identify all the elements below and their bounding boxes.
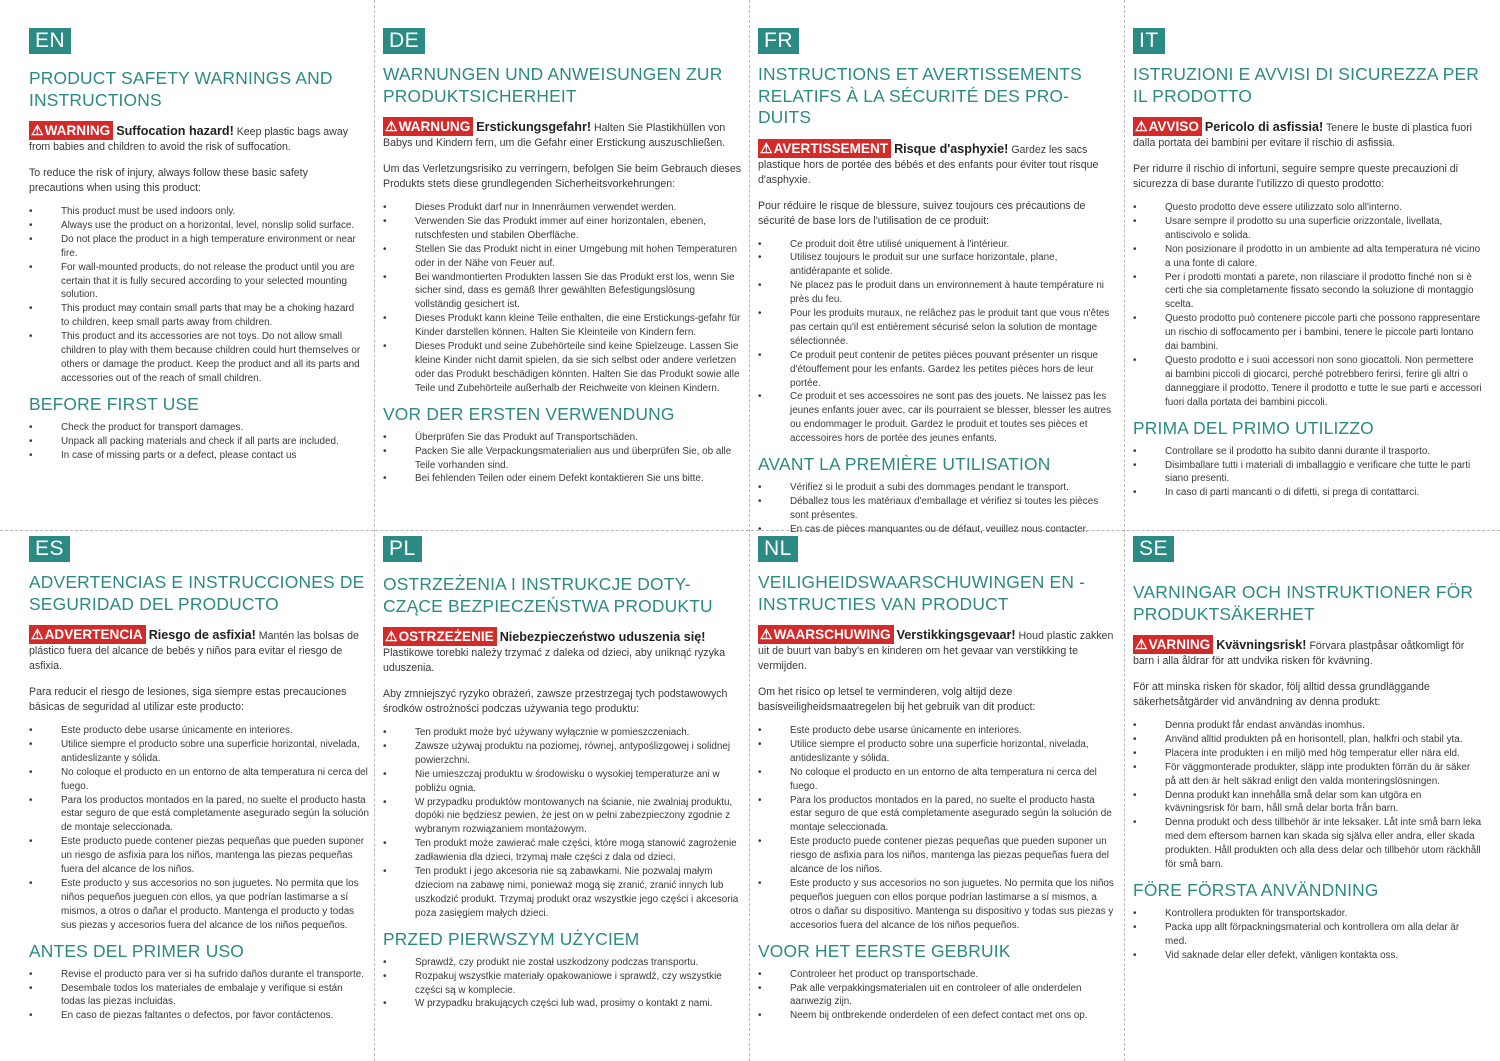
list-item: • Ce produit et ses accessoires ne sont pas des jouets. Ne laissez pas les jeunes enfants jouer avec, car ils pourraient se blesser, blesser les autres ou endommager le produit. Gardez le produit et toutes ses pièces et accessoires hors de portée des jeunes enfants.: [758, 390, 1118, 446]
list-item: • Ten produkt może zawierać małe części, które mogą stanowić zagrożenie zadławienia dla dzieci, trzymaj małe części z dala od dzieci.: [383, 837, 743, 865]
list-item: • Utilice siempre el producto sobre una superficie horizontal, nivelada, antideslizante y sólida.: [758, 738, 1118, 766]
warning-text: Förvara plastpåsar oåtkomligt för barn i alla åldrar för att undvika risken för kvävning.: [1133, 640, 1465, 667]
section-title: PRODUCT SAFETY WARNINGS AND INSTRUCTIONS: [29, 68, 333, 110]
hazard-heading: Erstickungsgefahr!: [476, 120, 592, 134]
first-use-list: [383, 956, 743, 1012]
precautions-intro: Aby zmniejszyć ryzyko obrażeń, zawsze przestrzegaj tych podstawowych środków ostrożności podczas używania tego produktu:: [383, 688, 728, 715]
language-panel-se: [1133, 536, 1483, 1056]
list-item: • Este producto puede contener piezas pequeñas que pueden suponer un riesgo de asfixia para los niños, mantenga las piezas pequeñas fuera del alcance de los niños.: [758, 835, 1118, 877]
precautions-list: [1133, 201, 1483, 410]
first-use-list: [1133, 907, 1483, 963]
list-item: • Dieses Produkt kann kleine Teile enthalten, die eine Erstickungs-gefahr für Kinder darstellen können. Halten Sie Kleinteile von Kindern fern.: [383, 312, 743, 340]
list-item: • Stellen Sie das Produkt nicht in einer Umgebung mit hohen Temperaturen oder in der Nähe von Feuer auf.: [383, 243, 743, 271]
first-use-title: AVANT LA PREMIÈRE UTILISATION: [758, 454, 1051, 475]
precautions-intro: Para reducir el riesgo de lesiones, siga siempre estas precauciones básicas de seguridad al utilizar este producto:: [29, 686, 347, 713]
warning-badge-label: ADVERTENCIA: [44, 627, 143, 642]
list-item: • This product may contain small parts that may be a choking hazard to children, keep small parts away from children.: [29, 302, 364, 330]
list-item: • Neem bij ontbrekende onderdelen of een defect contact met ons op.: [758, 1009, 1118, 1023]
warning-text: Halten Sie Plastikhüllen von Babys und Kindern fern, um die Gefahr einer Erstickung auszuschließen.: [383, 122, 726, 149]
precautions-list: [758, 238, 1118, 447]
list-item: • Revise el producto para ver si ha sufrido daños durante el transporte.: [29, 968, 369, 982]
warning-badge-label: WAARSCHUWING: [773, 627, 891, 642]
warning-block: [1133, 117, 1483, 151]
language-code-badge: NL: [758, 536, 798, 562]
list-item: • Este producto debe usarse únicamente en interiores.: [29, 724, 369, 738]
warning-badge: [29, 121, 113, 140]
hazard-heading: Riesgo de asfixia!: [148, 628, 256, 642]
precautions-list: [758, 724, 1118, 933]
list-item: • Packa upp allt förpackningsmaterial och kontrollera om alla delar är med.: [1133, 921, 1483, 949]
list-item: • Déballez tous les matériaux d'emballage et vérifiez si toutes les pièces sont présentes.: [758, 495, 1118, 523]
warning-badge: [1133, 635, 1213, 654]
list-item: • Ne placez pas le produit dans un environnement à haute température ni près du feu.: [758, 279, 1118, 307]
list-item: • Bei wandmontierten Produkten lassen Sie das Produkt erst los, wenn Sie sicher sind, dass es gemäß Ihrer gewählten Befestigungslösung vollständig gesichert ist.: [383, 271, 743, 313]
first-use-title: VOR DER ERSTEN VERWENDUNG: [383, 403, 675, 424]
list-item: • Dieses Produkt und seine Zubehörteile sind keine Spielzeuge. Lassen Sie kleine Kinder nicht damit spielen, da sie sich selbst oder andere verletzen oder das Produkt beschädigen könnten. Halten Sie das Produkt sowie alle Teile und Zubehörteile außerhalb der Reichweite von kleinen Kindern.: [383, 340, 743, 396]
hazard-heading: Kvävningsrisk!: [1216, 638, 1307, 652]
section-title: VARNINGAR OCH INSTRUKTIONER FÖR PRODUKTSÄKERHET: [1133, 582, 1474, 624]
list-item: • Controllare se il prodotto ha subito danni durante il trasporto.: [1133, 445, 1483, 459]
list-item: • Vérifiez si le produit a subi des dommages pendant le transport.: [758, 481, 1118, 495]
section-title: OSTRZEŻENIA I INSTRUKCJE DOTY-CZĄCE BEZPIECZEŃSTWA PRODUKTU: [383, 574, 713, 616]
list-item: • Ce produit peut contenir de petites pièces pouvant présenter un risque d'étouffement pour les enfants. Gardez les petites pièces hors de leur portée.: [758, 349, 1118, 391]
list-item: • W przypadku brakujących części lub wad, prosimy o kontakt z nami.: [383, 997, 743, 1011]
list-item: • Rozpakuj wszystkie materiały opakowaniowe i sprawdź, czy wszystkie części są w komplecie.: [383, 970, 743, 998]
warning-badge-label: AVVISO: [1148, 119, 1199, 134]
first-use-list: [29, 968, 369, 1024]
warning-badge: [29, 625, 146, 644]
list-item: • Para los productos montados en la pared, no suelte el producto hasta estar seguro de que está completamente asegurado según la solución de montaje seleccionada.: [758, 794, 1118, 836]
list-item: • Non posizionare il prodotto in un ambiente ad alta temperatura né vicino a una fonte di calore.: [1133, 243, 1483, 271]
list-item: • Este producto puede contener piezas pequeñas que pueden suponer un riesgo de asfixia para los niños, mantenga las piezas pequeñas fuera del alcance de los niños.: [29, 835, 369, 877]
warning-badge: [758, 625, 894, 644]
section-title: VEILIGHEIDSWAARSCHUWINGEN EN -INSTRUCTIES VAN PRODUCT: [758, 572, 1086, 614]
list-item: • En caso de piezas faltantes o defectos, por favor contáctenos.: [29, 1009, 369, 1023]
list-item: • Pour les produits muraux, ne relâchez pas le produit tant que vous n'êtes pas certain qu'il est entièrement sécurisé selon la solution de montage sélectionnée.: [758, 307, 1118, 349]
list-item: • Utilisez toujours le produit sur une surface horizontale, plane, antidérapante et solide.: [758, 251, 1118, 279]
hazard-heading: Risque d'asphyxie!: [894, 141, 1009, 156]
list-item: • Denna produkt och dess tillbehör är inte leksaker. Låt inte små barn leka med dem eftersom barnen kan skada sig själva eller andra, eller skada produkten. Håll produkten och alla dess delar och tillbehör utom räckhåll för små barn.: [1133, 816, 1483, 872]
first-use-list: [758, 968, 1118, 1024]
warning-triangle-icon: ⚠: [1135, 636, 1148, 652]
precautions-intro: Per ridurre il rischio di infortuni, seguire sempre queste precauzioni di sicurezza di base durante l'utilizzo di questo prodotto:: [1133, 163, 1459, 190]
precautions-intro: Om het risico op letsel te verminderen, volg altijd deze basisveiligheidsmaatregelen bij het gebruik van dit product:: [758, 686, 1036, 713]
hazard-heading: Niebezpieczeństwo uduszenia się!: [499, 630, 706, 644]
list-item: • W przypadku produktów montowanych na ścianie, nie zwalniaj produktu, dopóki nie będziesz pewien, że jest on w pełni zabezpieczony zgodnie z wybranym rozwiązaniem montażowym.: [383, 796, 743, 838]
warning-badge: [383, 627, 497, 646]
list-item: • Denna produkt får endast användas inomhus.: [1133, 719, 1483, 733]
first-use-list: [758, 481, 1118, 537]
list-item: • In case of missing parts or a defect, please contact us: [29, 449, 364, 463]
list-item: • Usare sempre il prodotto su una superficie orizzontale, livellata, antiscivolo e solida.: [1133, 215, 1483, 243]
list-item: • Este producto debe usarse únicamente en interiores.: [758, 724, 1118, 738]
list-item: • This product and its accessories are not toys. Do not allow small children to play with them because children could hurt themselves or others or damage the product. Keep the product and all its parts and accessories out of the reach of small children.: [29, 330, 364, 386]
section-title: WARNUNGEN UND ANWEISUNGEN ZUR PRODUKTSICHERHEIT: [383, 64, 723, 106]
precautions-list: [383, 201, 743, 396]
list-item: • Este producto y sus accesorios no son juguetes. No permita que los niños pequeños jueguen con ellos, ya que podrían lastimarse a sí mismos, a otros o dañar el producto. Mantenga el producto y todas sus piezas y accesorios fuera del alcance de los niños pequeños.: [29, 877, 369, 933]
list-item: • Nie umieszczaj produktu w środowisku o wysokiej temperaturze ani w pobliżu ognia.: [383, 768, 743, 796]
language-code-badge: ES: [29, 536, 70, 562]
warning-badge: [758, 139, 891, 158]
warning-triangle-icon: ⚠: [31, 122, 44, 138]
list-item: • Packen Sie alle Verpackungsmaterialien aus und überprüfen Sie, ob alle Teile vorhanden sind.: [383, 445, 743, 473]
list-item: • Per i prodotti montati a parete, non rilasciare il prodotto finché non si è certi che sia completamente fissato secondo la soluzione di montaggio scelta.: [1133, 271, 1483, 313]
first-use-list: [29, 421, 364, 463]
warning-block: [383, 627, 743, 676]
warning-text: Plastikowe torebki należy trzymać z daleka od dzieci, aby uniknąć ryzyka uduszenia.: [383, 647, 726, 674]
list-item: • This product must be used indoors only.: [29, 205, 364, 219]
warning-triangle-icon: ⚠: [760, 139, 773, 156]
section-title: ISTRUZIONI E AVVISI DI SICUREZZA PER IL PRODOTTO: [1133, 64, 1480, 106]
warning-badge-label: AVERTISSEMENT: [773, 140, 889, 156]
list-item: • Controleer het product op transportschade.: [758, 968, 1118, 982]
row-divider: [0, 530, 1500, 531]
warning-text: Gardez les sacs plastique hors de portée des bébés et des enfants pour éviter tout risque d'asphyxie.: [758, 143, 1099, 186]
list-item: • För väggmonterade produkter, släpp inte produkten förrän du är säker på att den är helt säkrad enligt den valda monteringslösningen.: [1133, 761, 1483, 789]
section-title: INSTRUCTIONS ET AVERTISSEMENTS RELATIFS À LA SÉCURITÉ DES PRO-DUITS: [758, 64, 1082, 127]
list-item: • Ce produit doit être utilisé uniquement à l'intérieur.: [758, 238, 1118, 252]
list-item: • Unpack all packing materials and check if all parts are included.: [29, 435, 364, 449]
language-panel-nl: [758, 536, 1118, 1056]
precautions-intro: To reduce the risk of injury, always follow these basic safety precautions when using this product:: [29, 167, 308, 194]
first-use-title: PRIMA DEL PRIMO UTILIZZO: [1133, 417, 1374, 438]
list-item: • Placera inte produkten i en miljö med hög temperatur eller nära eld.: [1133, 747, 1483, 761]
language-code-badge: SE: [1133, 536, 1174, 562]
warning-text: Tenere le buste di plastica fuori dalla portata dei bambini per evitare il rischio di asfissia.: [1133, 122, 1472, 149]
precautions-list: [1133, 719, 1483, 872]
warning-block: [383, 117, 743, 151]
warning-badge: [1133, 117, 1202, 136]
language-code-badge: IT: [1133, 28, 1165, 54]
precautions-intro: Um das Verletzungsrisiko zu verringern, befolgen Sie beim Gebrauch dieses Produkts stets diese grundlegenden Sicherheitsvorkehrungen:: [383, 163, 742, 190]
hazard-heading: Pericolo di asfissia!: [1204, 120, 1324, 134]
list-item: • Überprüfen Sie das Produkt auf Transportschäden.: [383, 431, 743, 445]
list-item: • Zawsze używaj produktu na poziomej, równej, antypoślizgowej i solidnej powierzchni.: [383, 740, 743, 768]
list-item: • For wall-mounted products, do not release the product until you are certain that it is fully secured according to your selected mounting solution.: [29, 261, 364, 303]
language-panel-de: [383, 28, 743, 528]
warning-text: Keep plastic bags away from babies and children to avoid the risk of suffocation.: [29, 126, 349, 153]
language-panel-pl: [383, 536, 743, 1056]
precautions-intro: Pour réduire le risque de blessure, suivez toujours ces précautions de sécurité de base lors de l'utilisation de ce produit:: [758, 199, 1086, 227]
warning-badge-label: VARNING: [1148, 637, 1211, 652]
list-item: • Do not place the product in a high temperature environment or near fire.: [29, 233, 364, 261]
precautions-list: [29, 205, 364, 386]
warning-triangle-icon: ⚠: [385, 628, 398, 644]
precautions-intro: För att minska risken för skador, följ alltid dessa grundläggande säkerhetsåtgärder vid användning av denna produkt:: [1133, 681, 1430, 708]
warning-badge: [383, 117, 473, 136]
list-item: • En cas de pièces manquantes ou de défaut, veuillez nous contacter.: [758, 523, 1118, 537]
list-item: • Check the product for transport damages.: [29, 421, 364, 435]
language-panel-en: [29, 28, 364, 528]
precautions-list: [383, 726, 743, 921]
list-item: • Använd alltid produkten på en horisontell, plan, halkfri och stabil yta.: [1133, 733, 1483, 747]
language-code-badge: DE: [383, 28, 425, 54]
warning-triangle-icon: ⚠: [385, 118, 398, 134]
warning-triangle-icon: ⚠: [760, 626, 773, 642]
first-use-list: [1133, 445, 1483, 501]
first-use-title: FÖRE FÖRSTA ANVÄNDNING: [1133, 879, 1379, 900]
list-item: • Bei fehlenden Teilen oder einem Defekt kontaktieren Sie uns bitte.: [383, 472, 743, 486]
warning-text: Mantén las bolsas de plástico fuera del alcance de bebés y niños para evitar el riesgo de asfixia.: [29, 630, 359, 672]
list-item: • Verwenden Sie das Produkt immer auf einer horizontalen, ebenen, rutschfesten und stabilen Oberfläche.: [383, 215, 743, 243]
list-item: • Kontrollera produkten för transportskador.: [1133, 907, 1483, 921]
warning-text: Houd plastic zakken uit de buurt van baby's en kinderen om het gevaar van verstikking te vermijden.: [758, 630, 1114, 672]
list-item: • No coloque el producto en un entorno de alta temperatura ni cerca del fuego.: [758, 766, 1118, 794]
warning-block: [1133, 635, 1483, 669]
section-title: ADVERTENCIAS E INSTRUCCIONES DE SEGURIDAD DEL PRODUCTO: [29, 572, 365, 614]
warning-triangle-icon: ⚠: [31, 626, 44, 642]
list-item: • Disimballare tutti i materiali di imballaggio e verificare che tutte le parti siano presenti.: [1133, 459, 1483, 487]
warning-block: [758, 625, 1118, 674]
warning-badge-label: WARNING: [44, 123, 111, 138]
list-item: • No coloque el producto en un entorno de alta temperatura ni cerca del fuego.: [29, 766, 369, 794]
list-item: • Desembale todos los materiales de embalaje y verifique si están todas las piezas incluidas.: [29, 982, 369, 1010]
warning-block: [29, 121, 364, 155]
warning-block: [758, 139, 1118, 188]
list-item: • Vid saknade delar eller defekt, vänligen kontakta oss.: [1133, 949, 1483, 963]
list-item: • Ten produkt i jego akcesoria nie są zabawkami. Nie pozwalaj małym dzieciom na zabawę nimi, ponieważ mogą się zranić, zranić innych lub uszkodzić produkt. Trzymaj produkt oraz wszystkie jego części i akcesoria poza zasięgiem małych dzieci.: [383, 865, 743, 921]
hazard-heading: Suffocation hazard!: [116, 124, 234, 138]
first-use-title: ANTES DEL PRIMER USO: [29, 940, 244, 961]
list-item: • Questo prodotto e i suoi accessori non sono giocattoli. Non permettere ai bambini piccoli di giocarci, perché potrebbero ferirsi, ferire gli altri o danneggiare il prodotto. Tenere il prodotto e tutte le sue parti e accessori fuori dalla portata dei bambini piccoli.: [1133, 354, 1483, 410]
list-item: • Denna produkt kan innehålla små delar som kan utgöra en kvävningsrisk för barn, håll små delar borta från barn.: [1133, 789, 1483, 817]
first-use-list: [383, 431, 743, 487]
list-item: • In caso di parti mancanti o di difetti, si prega di contattarci.: [1133, 486, 1483, 500]
first-use-title: BEFORE FIRST USE: [29, 393, 200, 414]
first-use-title: VOOR HET EERSTE GEBRUIK: [758, 940, 1011, 961]
precautions-list: [29, 724, 369, 933]
list-item: • Questo prodotto deve essere utilizzato solo all'interno.: [1133, 201, 1483, 215]
list-item: • Questo prodotto può contenere piccole parti che possono rappresentare un rischio di soffocamento per i bambini, tenere le piccole parti lontano dai bambini.: [1133, 312, 1483, 354]
language-code-badge: PL: [383, 536, 422, 562]
language-panel-it: [1133, 28, 1483, 528]
list-item: • Para los productos montados en la pared, no suelte el producto hasta estar seguro de que está completamente asegurado según la solución de montaje seleccionada.: [29, 794, 369, 836]
list-item: • Este producto y sus accesorios no son juguetes. No permita que los niños pequeños jueguen con ellos porque podrían lastimarse a sí mismos, a otros o dañar su dispositivo. Mantenga su dispositivo y todas sus piezas y accesorios fuera del alcance de los niños pequeños.: [758, 877, 1118, 933]
list-item: • Ten produkt może być używany wyłącznie w pomieszczeniach.: [383, 726, 743, 740]
list-item: • Sprawdź, czy produkt nie został uszkodzony podczas transportu.: [383, 956, 743, 970]
list-item: • Dieses Produkt darf nur in Innenräumen verwendet werden.: [383, 201, 743, 215]
warning-block: [29, 625, 369, 674]
list-item: • Pak alle verpakkingsmaterialen uit en controleer of alle onderdelen aanwezig zijn.: [758, 982, 1118, 1010]
warning-badge-label: OSTRZEŻENIE: [398, 629, 494, 644]
hazard-heading: Verstikkingsgevaar!: [896, 628, 1016, 642]
language-panel-fr: [758, 28, 1118, 535]
list-item: • Utilice siempre el producto sobre una superficie horizontal, nivelada, antideslizante y sólida.: [29, 738, 369, 766]
first-use-title: PRZED PIERWSZYM UŻYCIEM: [383, 928, 640, 949]
language-panel-es: [29, 536, 369, 1056]
warning-triangle-icon: ⚠: [1135, 118, 1148, 134]
language-code-badge: FR: [758, 28, 799, 54]
language-code-badge: EN: [29, 28, 71, 54]
list-item: • Always use the product on a horizontal, level, nonslip solid surface.: [29, 219, 364, 233]
warning-badge-label: WARNUNG: [398, 119, 471, 134]
